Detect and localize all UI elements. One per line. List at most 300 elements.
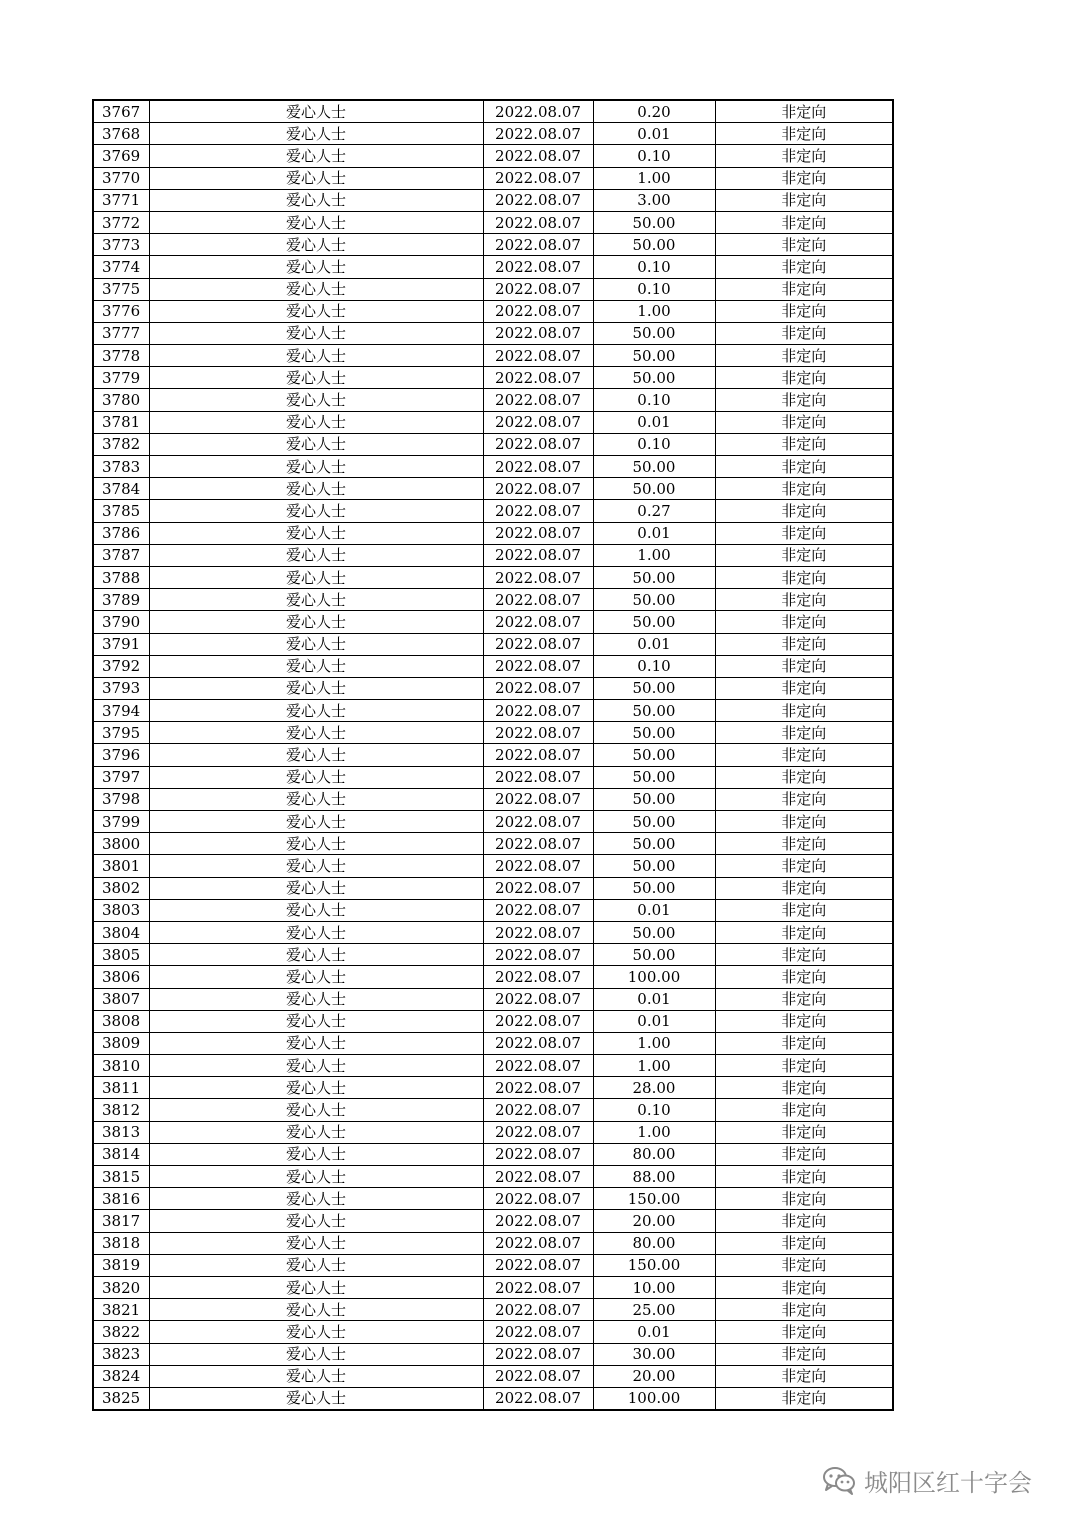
cell-amount: 80.00 (593, 1143, 715, 1165)
cell-donation-type: 非定向 (715, 988, 893, 1010)
cell-donation-type: 非定向 (715, 145, 893, 167)
cell-amount: 150.00 (593, 1188, 715, 1210)
cell-serial-number: 3813 (93, 1121, 149, 1143)
cell-date: 2022.08.07 (483, 677, 593, 699)
cell-donation-type: 非定向 (715, 1055, 893, 1077)
cell-serial-number: 3782 (93, 433, 149, 455)
cell-serial-number: 3787 (93, 544, 149, 566)
cell-amount: 10.00 (593, 1276, 715, 1298)
cell-donation-type: 非定向 (715, 478, 893, 500)
cell-serial-number: 3796 (93, 744, 149, 766)
cell-donation-type: 非定向 (715, 500, 893, 522)
cell-amount: 50.00 (593, 944, 715, 966)
donation-table (92, 99, 894, 1411)
cell-date: 2022.08.07 (483, 367, 593, 389)
cell-donation-type: 非定向 (715, 367, 893, 389)
table-row (93, 944, 893, 966)
cell-donation-type: 非定向 (715, 167, 893, 189)
cell-date: 2022.08.07 (483, 322, 593, 344)
cell-donor-name: 爱心人士 (149, 1387, 483, 1410)
cell-donor-name: 爱心人士 (149, 1166, 483, 1188)
cell-amount: 0.10 (593, 389, 715, 411)
cell-serial-number: 3824 (93, 1365, 149, 1387)
cell-date: 2022.08.07 (483, 633, 593, 655)
cell-date: 2022.08.07 (483, 766, 593, 788)
cell-serial-number: 3820 (93, 1276, 149, 1298)
cell-amount: 50.00 (593, 833, 715, 855)
cell-donor-name: 爱心人士 (149, 345, 483, 367)
cell-amount: 50.00 (593, 478, 715, 500)
cell-amount: 50.00 (593, 566, 715, 588)
cell-donor-name: 爱心人士 (149, 522, 483, 544)
cell-donation-type: 非定向 (715, 944, 893, 966)
cell-date: 2022.08.07 (483, 1210, 593, 1232)
footer-brand (822, 1462, 1032, 1498)
table-row (93, 655, 893, 677)
table-row (93, 1365, 893, 1387)
cell-date: 2022.08.07 (483, 921, 593, 943)
cell-serial-number: 3791 (93, 633, 149, 655)
cell-amount: 50.00 (593, 345, 715, 367)
cell-date: 2022.08.07 (483, 788, 593, 810)
cell-amount: 100.00 (593, 966, 715, 988)
table-row (93, 1276, 893, 1298)
cell-donation-type: 非定向 (715, 744, 893, 766)
cell-amount: 0.01 (593, 633, 715, 655)
cell-serial-number: 3784 (93, 478, 149, 500)
cell-date: 2022.08.07 (483, 1321, 593, 1343)
cell-donation-type: 非定向 (715, 433, 893, 455)
cell-serial-number: 3775 (93, 278, 149, 300)
cell-donation-type: 非定向 (715, 1254, 893, 1276)
cell-amount: 50.00 (593, 589, 715, 611)
cell-date: 2022.08.07 (483, 1365, 593, 1387)
cell-date: 2022.08.07 (483, 522, 593, 544)
cell-donor-name: 爱心人士 (149, 456, 483, 478)
cell-date: 2022.08.07 (483, 1299, 593, 1321)
table-row (93, 389, 893, 411)
cell-serial-number: 3795 (93, 722, 149, 744)
cell-donation-type: 非定向 (715, 1010, 893, 1032)
cell-donor-name: 爱心人士 (149, 1143, 483, 1165)
table-row (93, 123, 893, 145)
cell-donor-name: 爱心人士 (149, 811, 483, 833)
cell-donation-type: 非定向 (715, 855, 893, 877)
cell-serial-number: 3825 (93, 1387, 149, 1410)
cell-donation-type: 非定向 (715, 123, 893, 145)
cell-donation-type: 非定向 (715, 633, 893, 655)
cell-date: 2022.08.07 (483, 1077, 593, 1099)
table-row (93, 411, 893, 433)
cell-donation-type: 非定向 (715, 1365, 893, 1387)
cell-donation-type: 非定向 (715, 1143, 893, 1165)
table-row (93, 544, 893, 566)
cell-date: 2022.08.07 (483, 234, 593, 256)
cell-donation-type: 非定向 (715, 544, 893, 566)
cell-serial-number: 3810 (93, 1055, 149, 1077)
cell-serial-number: 3792 (93, 655, 149, 677)
cell-donor-name: 爱心人士 (149, 367, 483, 389)
cell-donation-type: 非定向 (715, 389, 893, 411)
cell-donation-type: 非定向 (715, 611, 893, 633)
cell-amount: 25.00 (593, 1299, 715, 1321)
table-row (93, 433, 893, 455)
cell-serial-number: 3794 (93, 700, 149, 722)
table-row (93, 722, 893, 744)
cell-donor-name: 爱心人士 (149, 1343, 483, 1365)
cell-donation-type: 非定向 (715, 877, 893, 899)
cell-date: 2022.08.07 (483, 611, 593, 633)
cell-donor-name: 爱心人士 (149, 433, 483, 455)
cell-donation-type: 非定向 (715, 411, 893, 433)
cell-donor-name: 爱心人士 (149, 722, 483, 744)
cell-date: 2022.08.07 (483, 500, 593, 522)
cell-donation-type: 非定向 (715, 966, 893, 988)
cell-donor-name: 爱心人士 (149, 611, 483, 633)
cell-serial-number: 3814 (93, 1143, 149, 1165)
cell-date: 2022.08.07 (483, 1254, 593, 1276)
cell-serial-number: 3806 (93, 966, 149, 988)
table-row (93, 1055, 893, 1077)
cell-donor-name: 爱心人士 (149, 744, 483, 766)
cell-donation-type: 非定向 (715, 788, 893, 810)
cell-date: 2022.08.07 (483, 589, 593, 611)
table-row (93, 1387, 893, 1410)
cell-date: 2022.08.07 (483, 1032, 593, 1054)
cell-amount: 50.00 (593, 855, 715, 877)
cell-amount: 1.00 (593, 300, 715, 322)
cell-date: 2022.08.07 (483, 1166, 593, 1188)
cell-amount: 50.00 (593, 211, 715, 233)
cell-donation-type: 非定向 (715, 1387, 893, 1410)
cell-donation-type: 非定向 (715, 677, 893, 699)
cell-amount: 50.00 (593, 788, 715, 810)
cell-date: 2022.08.07 (483, 433, 593, 455)
cell-date: 2022.08.07 (483, 478, 593, 500)
cell-date: 2022.08.07 (483, 899, 593, 921)
table-row (93, 589, 893, 611)
table-row (93, 478, 893, 500)
cell-amount: 50.00 (593, 367, 715, 389)
table-row (93, 278, 893, 300)
table-row (93, 1166, 893, 1188)
cell-amount: 50.00 (593, 811, 715, 833)
cell-serial-number: 3819 (93, 1254, 149, 1276)
cell-amount: 1.00 (593, 544, 715, 566)
table-row (93, 877, 893, 899)
table-row (93, 677, 893, 699)
cell-donor-name: 爱心人士 (149, 1321, 483, 1343)
cell-donation-type: 非定向 (715, 1188, 893, 1210)
cell-amount: 3.00 (593, 189, 715, 211)
cell-serial-number: 3776 (93, 300, 149, 322)
cell-donor-name: 爱心人士 (149, 411, 483, 433)
cell-serial-number: 3799 (93, 811, 149, 833)
cell-serial-number: 3798 (93, 788, 149, 810)
cell-serial-number: 3822 (93, 1321, 149, 1343)
cell-amount: 50.00 (593, 877, 715, 899)
cell-donor-name: 爱心人士 (149, 1254, 483, 1276)
cell-serial-number: 3817 (93, 1210, 149, 1232)
cell-amount: 0.10 (593, 256, 715, 278)
table-row (93, 256, 893, 278)
table-row (93, 833, 893, 855)
table-row (93, 1299, 893, 1321)
cell-amount: 20.00 (593, 1365, 715, 1387)
table-row (93, 367, 893, 389)
cell-donation-type: 非定向 (715, 655, 893, 677)
cell-date: 2022.08.07 (483, 855, 593, 877)
cell-date: 2022.08.07 (483, 167, 593, 189)
cell-donor-name: 爱心人士 (149, 234, 483, 256)
cell-amount: 50.00 (593, 677, 715, 699)
cell-serial-number: 3808 (93, 1010, 149, 1032)
cell-amount: 0.01 (593, 988, 715, 1010)
cell-donation-type: 非定向 (715, 189, 893, 211)
table-row (93, 211, 893, 233)
cell-donor-name: 爱心人士 (149, 899, 483, 921)
cell-serial-number: 3773 (93, 234, 149, 256)
cell-amount: 100.00 (593, 1387, 715, 1410)
cell-serial-number: 3777 (93, 322, 149, 344)
cell-donation-type: 非定向 (715, 211, 893, 233)
cell-date: 2022.08.07 (483, 811, 593, 833)
cell-donor-name: 爱心人士 (149, 544, 483, 566)
cell-date: 2022.08.07 (483, 1099, 593, 1121)
cell-amount: 1.00 (593, 1032, 715, 1054)
table-row (93, 788, 893, 810)
cell-date: 2022.08.07 (483, 744, 593, 766)
cell-donation-type: 非定向 (715, 722, 893, 744)
table-row (93, 189, 893, 211)
cell-donor-name: 爱心人士 (149, 300, 483, 322)
cell-donor-name: 爱心人士 (149, 1055, 483, 1077)
cell-serial-number: 3770 (93, 167, 149, 189)
cell-donor-name: 爱心人士 (149, 1232, 483, 1254)
cell-amount: 50.00 (593, 456, 715, 478)
table-row (93, 1121, 893, 1143)
cell-serial-number: 3803 (93, 899, 149, 921)
cell-date: 2022.08.07 (483, 100, 593, 123)
cell-amount: 0.10 (593, 278, 715, 300)
table-row (93, 633, 893, 655)
cell-donor-name: 爱心人士 (149, 123, 483, 145)
table-row (93, 1343, 893, 1365)
table-row (93, 744, 893, 766)
cell-donation-type: 非定向 (715, 1077, 893, 1099)
cell-donation-type: 非定向 (715, 700, 893, 722)
cell-amount: 0.10 (593, 433, 715, 455)
cell-donation-type: 非定向 (715, 1232, 893, 1254)
cell-donor-name: 爱心人士 (149, 566, 483, 588)
cell-serial-number: 3785 (93, 500, 149, 522)
cell-amount: 28.00 (593, 1077, 715, 1099)
cell-donor-name: 爱心人士 (149, 944, 483, 966)
cell-serial-number: 3800 (93, 833, 149, 855)
cell-amount: 50.00 (593, 766, 715, 788)
cell-amount: 0.01 (593, 1321, 715, 1343)
cell-donor-name: 爱心人士 (149, 322, 483, 344)
donation-table-container (92, 99, 892, 1411)
cell-donor-name: 爱心人士 (149, 677, 483, 699)
table-row (93, 611, 893, 633)
cell-donation-type: 非定向 (715, 766, 893, 788)
cell-donation-type: 非定向 (715, 456, 893, 478)
cell-donor-name: 爱心人士 (149, 1010, 483, 1032)
cell-amount: 50.00 (593, 611, 715, 633)
cell-date: 2022.08.07 (483, 877, 593, 899)
cell-date: 2022.08.07 (483, 544, 593, 566)
table-row (93, 522, 893, 544)
cell-date: 2022.08.07 (483, 1232, 593, 1254)
cell-date: 2022.08.07 (483, 278, 593, 300)
cell-donor-name: 爱心人士 (149, 1099, 483, 1121)
cell-amount: 0.01 (593, 1010, 715, 1032)
cell-date: 2022.08.07 (483, 655, 593, 677)
cell-donation-type: 非定向 (715, 1210, 893, 1232)
table-row (93, 300, 893, 322)
cell-donor-name: 爱心人士 (149, 700, 483, 722)
cell-donor-name: 爱心人士 (149, 1077, 483, 1099)
cell-date: 2022.08.07 (483, 1343, 593, 1365)
cell-donor-name: 爱心人士 (149, 278, 483, 300)
cell-date: 2022.08.07 (483, 300, 593, 322)
table-row (93, 700, 893, 722)
table-row (93, 988, 893, 1010)
cell-date: 2022.08.07 (483, 1387, 593, 1410)
cell-donation-type: 非定向 (715, 1032, 893, 1054)
cell-amount: 0.01 (593, 411, 715, 433)
table-row (93, 500, 893, 522)
cell-amount: 0.01 (593, 899, 715, 921)
table-row (93, 234, 893, 256)
table-row (93, 766, 893, 788)
cell-donation-type: 非定向 (715, 278, 893, 300)
cell-date: 2022.08.07 (483, 944, 593, 966)
cell-donor-name: 爱心人士 (149, 211, 483, 233)
cell-donation-type: 非定向 (715, 522, 893, 544)
cell-serial-number: 3802 (93, 877, 149, 899)
cell-serial-number: 3811 (93, 1077, 149, 1099)
cell-serial-number: 3786 (93, 522, 149, 544)
cell-donor-name: 爱心人士 (149, 589, 483, 611)
cell-donor-name: 爱心人士 (149, 988, 483, 1010)
cell-donor-name: 爱心人士 (149, 855, 483, 877)
cell-amount: 0.10 (593, 655, 715, 677)
cell-amount: 50.00 (593, 921, 715, 943)
cell-serial-number: 3815 (93, 1166, 149, 1188)
cell-serial-number: 3772 (93, 211, 149, 233)
cell-donor-name: 爱心人士 (149, 145, 483, 167)
cell-serial-number: 3771 (93, 189, 149, 211)
table-row (93, 1232, 893, 1254)
cell-date: 2022.08.07 (483, 145, 593, 167)
cell-donation-type: 非定向 (715, 1321, 893, 1343)
cell-serial-number: 3812 (93, 1099, 149, 1121)
cell-donor-name: 爱心人士 (149, 1121, 483, 1143)
cell-amount: 0.10 (593, 1099, 715, 1121)
cell-serial-number: 3807 (93, 988, 149, 1010)
cell-serial-number: 3783 (93, 456, 149, 478)
cell-date: 2022.08.07 (483, 966, 593, 988)
cell-date: 2022.08.07 (483, 1055, 593, 1077)
cell-date: 2022.08.07 (483, 345, 593, 367)
cell-donation-type: 非定向 (715, 100, 893, 123)
table-row (93, 345, 893, 367)
cell-date: 2022.08.07 (483, 411, 593, 433)
cell-donor-name: 爱心人士 (149, 100, 483, 123)
cell-serial-number: 3818 (93, 1232, 149, 1254)
cell-amount: 0.01 (593, 123, 715, 145)
table-row (93, 1188, 893, 1210)
cell-date: 2022.08.07 (483, 1188, 593, 1210)
cell-serial-number: 3779 (93, 367, 149, 389)
cell-donation-type: 非定向 (715, 1166, 893, 1188)
table-row (93, 1010, 893, 1032)
cell-donor-name: 爱心人士 (149, 1276, 483, 1298)
cell-serial-number: 3804 (93, 921, 149, 943)
cell-date: 2022.08.07 (483, 1276, 593, 1298)
cell-date: 2022.08.07 (483, 189, 593, 211)
table-row (93, 811, 893, 833)
cell-donation-type: 非定向 (715, 566, 893, 588)
table-row (93, 1143, 893, 1165)
table-row (93, 1210, 893, 1232)
cell-donor-name: 爱心人士 (149, 766, 483, 788)
cell-date: 2022.08.07 (483, 566, 593, 588)
cell-amount: 50.00 (593, 700, 715, 722)
table-row (93, 145, 893, 167)
cell-date: 2022.08.07 (483, 722, 593, 744)
table-row (93, 899, 893, 921)
cell-date: 2022.08.07 (483, 988, 593, 1010)
cell-donor-name: 爱心人士 (149, 1365, 483, 1387)
cell-donor-name: 爱心人士 (149, 500, 483, 522)
cell-serial-number: 3767 (93, 100, 149, 123)
cell-amount: 20.00 (593, 1210, 715, 1232)
cell-amount: 50.00 (593, 722, 715, 744)
cell-donation-type: 非定向 (715, 1099, 893, 1121)
cell-serial-number: 3778 (93, 345, 149, 367)
cell-donation-type: 非定向 (715, 899, 893, 921)
table-row (93, 1099, 893, 1121)
cell-serial-number: 3809 (93, 1032, 149, 1054)
table-row (93, 566, 893, 588)
table-row (93, 167, 893, 189)
table-row (93, 855, 893, 877)
cell-amount: 50.00 (593, 744, 715, 766)
table-row (93, 966, 893, 988)
cell-date: 2022.08.07 (483, 833, 593, 855)
cell-donor-name: 爱心人士 (149, 788, 483, 810)
cell-donation-type: 非定向 (715, 921, 893, 943)
cell-donor-name: 爱心人士 (149, 1299, 483, 1321)
cell-serial-number: 3774 (93, 256, 149, 278)
cell-donor-name: 爱心人士 (149, 1188, 483, 1210)
cell-donor-name: 爱心人士 (149, 877, 483, 899)
cell-date: 2022.08.07 (483, 456, 593, 478)
cell-date: 2022.08.07 (483, 1121, 593, 1143)
wechat-icon (822, 1465, 856, 1495)
cell-serial-number: 3801 (93, 855, 149, 877)
cell-amount: 88.00 (593, 1166, 715, 1188)
cell-serial-number: 3789 (93, 589, 149, 611)
cell-date: 2022.08.07 (483, 700, 593, 722)
table-row (93, 322, 893, 344)
cell-serial-number: 3823 (93, 1343, 149, 1365)
cell-amount: 1.00 (593, 1121, 715, 1143)
cell-serial-number: 3788 (93, 566, 149, 588)
